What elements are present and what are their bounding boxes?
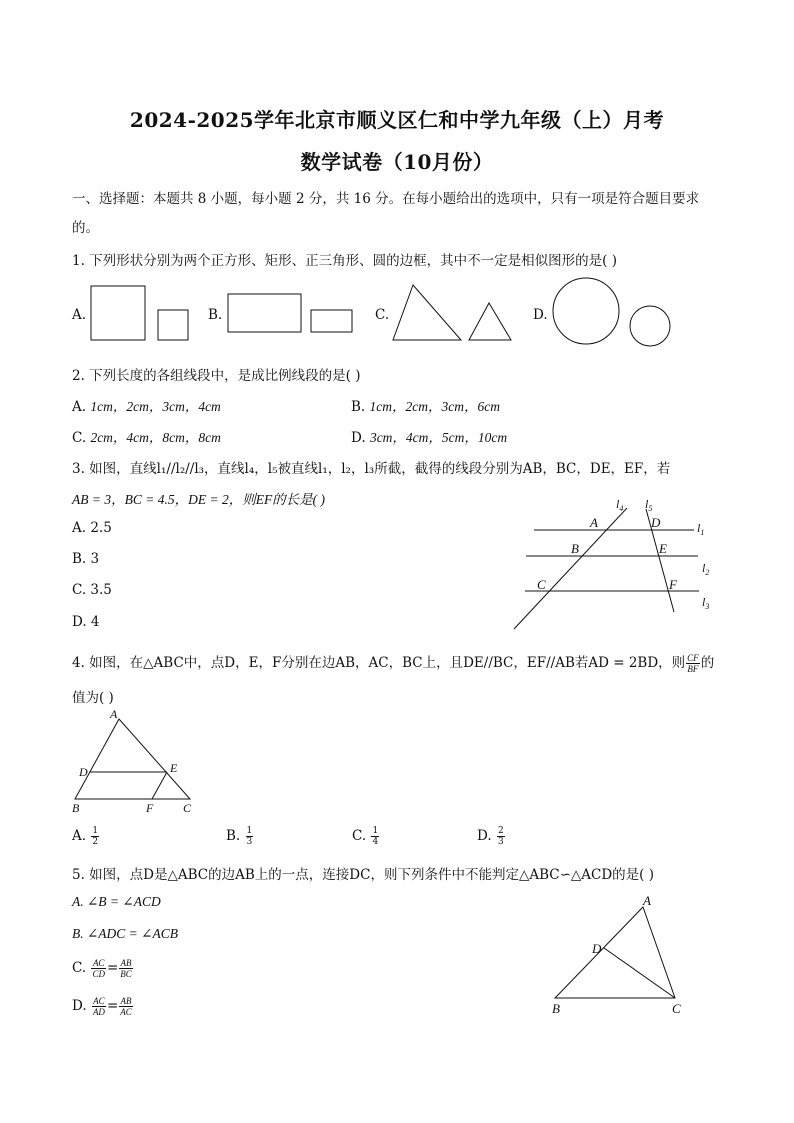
q4-option-d: D. $\frac{2}{3}$	[477, 826, 504, 847]
q1-stem: 1. 下列形状分别为两个正方形、矩形、正三角形、圆的边框，其中不一定是相似图形的是( )	[72, 253, 617, 269]
q3-point-e: E	[659, 541, 667, 556]
q3-option-a: A. 2.5	[72, 520, 112, 536]
q4-option-a: A. $\frac{1}{2}$	[72, 826, 99, 847]
q4-point-c: C	[183, 801, 192, 815]
q2-option-c: C. 2cm，4cm，8cm，8cm	[72, 430, 221, 446]
q3-stem-cont: AB = 3，BC = 4.5，DE = 2，则EF的长是( )	[72, 492, 326, 507]
q2-option-d: D. 3cm，4cm，5cm，10cm	[351, 430, 508, 446]
q5-point-b: B	[552, 1001, 560, 1016]
q4-point-d: D	[79, 765, 88, 779]
q5-point-c: C	[672, 1001, 681, 1016]
q3-point-b: B	[571, 541, 579, 556]
q4-stem: 4. 如图，在△ABC中，点D，E，F分别在边AB，AC，BC上，且DE//BC，EF//AB若AD = 2BD，则 $\frac{CF}{BF}$ 的	[72, 653, 715, 674]
q4-option-b: B. $\frac{1}{3}$	[226, 826, 253, 847]
q5-stem: 5. 如图，点D是△ABC的边AB上的一点，连接DC，则下列条件中不能判定△ABC∽△ACD的是( )	[72, 867, 655, 883]
q3-option-d: D. 4	[72, 614, 100, 630]
q5-option-a: A. ∠B = ∠ACD	[72, 894, 161, 909]
q4-point-f: F	[146, 801, 154, 815]
q1-option-c-label: C.	[375, 307, 390, 323]
exam-title: 2024-2025学年北京市顺义区仁和中学九年级（上）月考	[129, 108, 665, 132]
q3-point-c: C	[537, 577, 546, 592]
q2-stem: 2. 下列长度的各组线段中，是成比例线段的是( )	[72, 368, 361, 384]
exam-subtitle: 数学试卷（10月份）	[300, 150, 494, 174]
q3-label-l3: $l_3$	[702, 595, 710, 611]
q5-option-b: B. ∠ADC = ∠ACB	[72, 926, 178, 941]
q3-label-l1: $l_1$	[697, 521, 705, 537]
q1-option-d-label: D.	[533, 307, 548, 323]
q1-option-b-label: B.	[208, 307, 223, 323]
q5-point-d: D	[592, 941, 602, 956]
q3-option-b: B. 3	[72, 551, 100, 567]
q3-option-c: C. 3.5	[72, 582, 112, 598]
q2-option-a: A. 1cm，2cm，3cm，4cm	[72, 399, 221, 415]
q5-triangle-abc	[555, 907, 675, 998]
q1-option-a-label: A.	[72, 307, 87, 323]
q3-label-l4: $l_4$	[616, 497, 624, 513]
q3-point-a: A	[590, 515, 598, 530]
q2-option-b: B. 1cm，2cm，3cm，6cm	[351, 399, 500, 415]
q5-segment-dc	[604, 948, 675, 998]
q4-stem-cont: 值为( )	[72, 690, 114, 706]
q3-point-f: F	[669, 577, 677, 592]
q4-option-c: C. $\frac{1}{4}$	[352, 826, 379, 847]
q4-ratio-fraction: $\frac{CF}{BF}$	[687, 653, 699, 674]
section-header: 一、选择题：本题共 8 小题，每小题 2 分，共 16 分。在每小题给出的选项中，只有一项是符合题目要求	[72, 191, 700, 207]
q4-point-b: B	[72, 801, 80, 815]
q3-label-l2: $l_2$	[702, 561, 710, 577]
q5-point-a: A	[643, 893, 651, 908]
q5-option-c: C. $\frac{AC}{CD}$ = $\frac{AB}{BC}$	[72, 958, 132, 979]
q3-label-l5: $l_5$	[645, 497, 653, 513]
q3-stem: 3. 如图，直线l₁//l₂//l₃，直线l₄，l₅被直线l₁，l₂，l₃所截，截得的线段分别为AB，BC，DE，EF，若	[72, 461, 671, 477]
q3-point-d: D	[651, 515, 661, 530]
section-header-cont: 的。	[72, 220, 99, 236]
q5-option-d: D. $\frac{AC}{AD}$ = $\frac{AB}{AC}$	[72, 996, 132, 1017]
q4-point-a: A	[110, 707, 118, 721]
q4-point-e: E	[170, 761, 178, 775]
